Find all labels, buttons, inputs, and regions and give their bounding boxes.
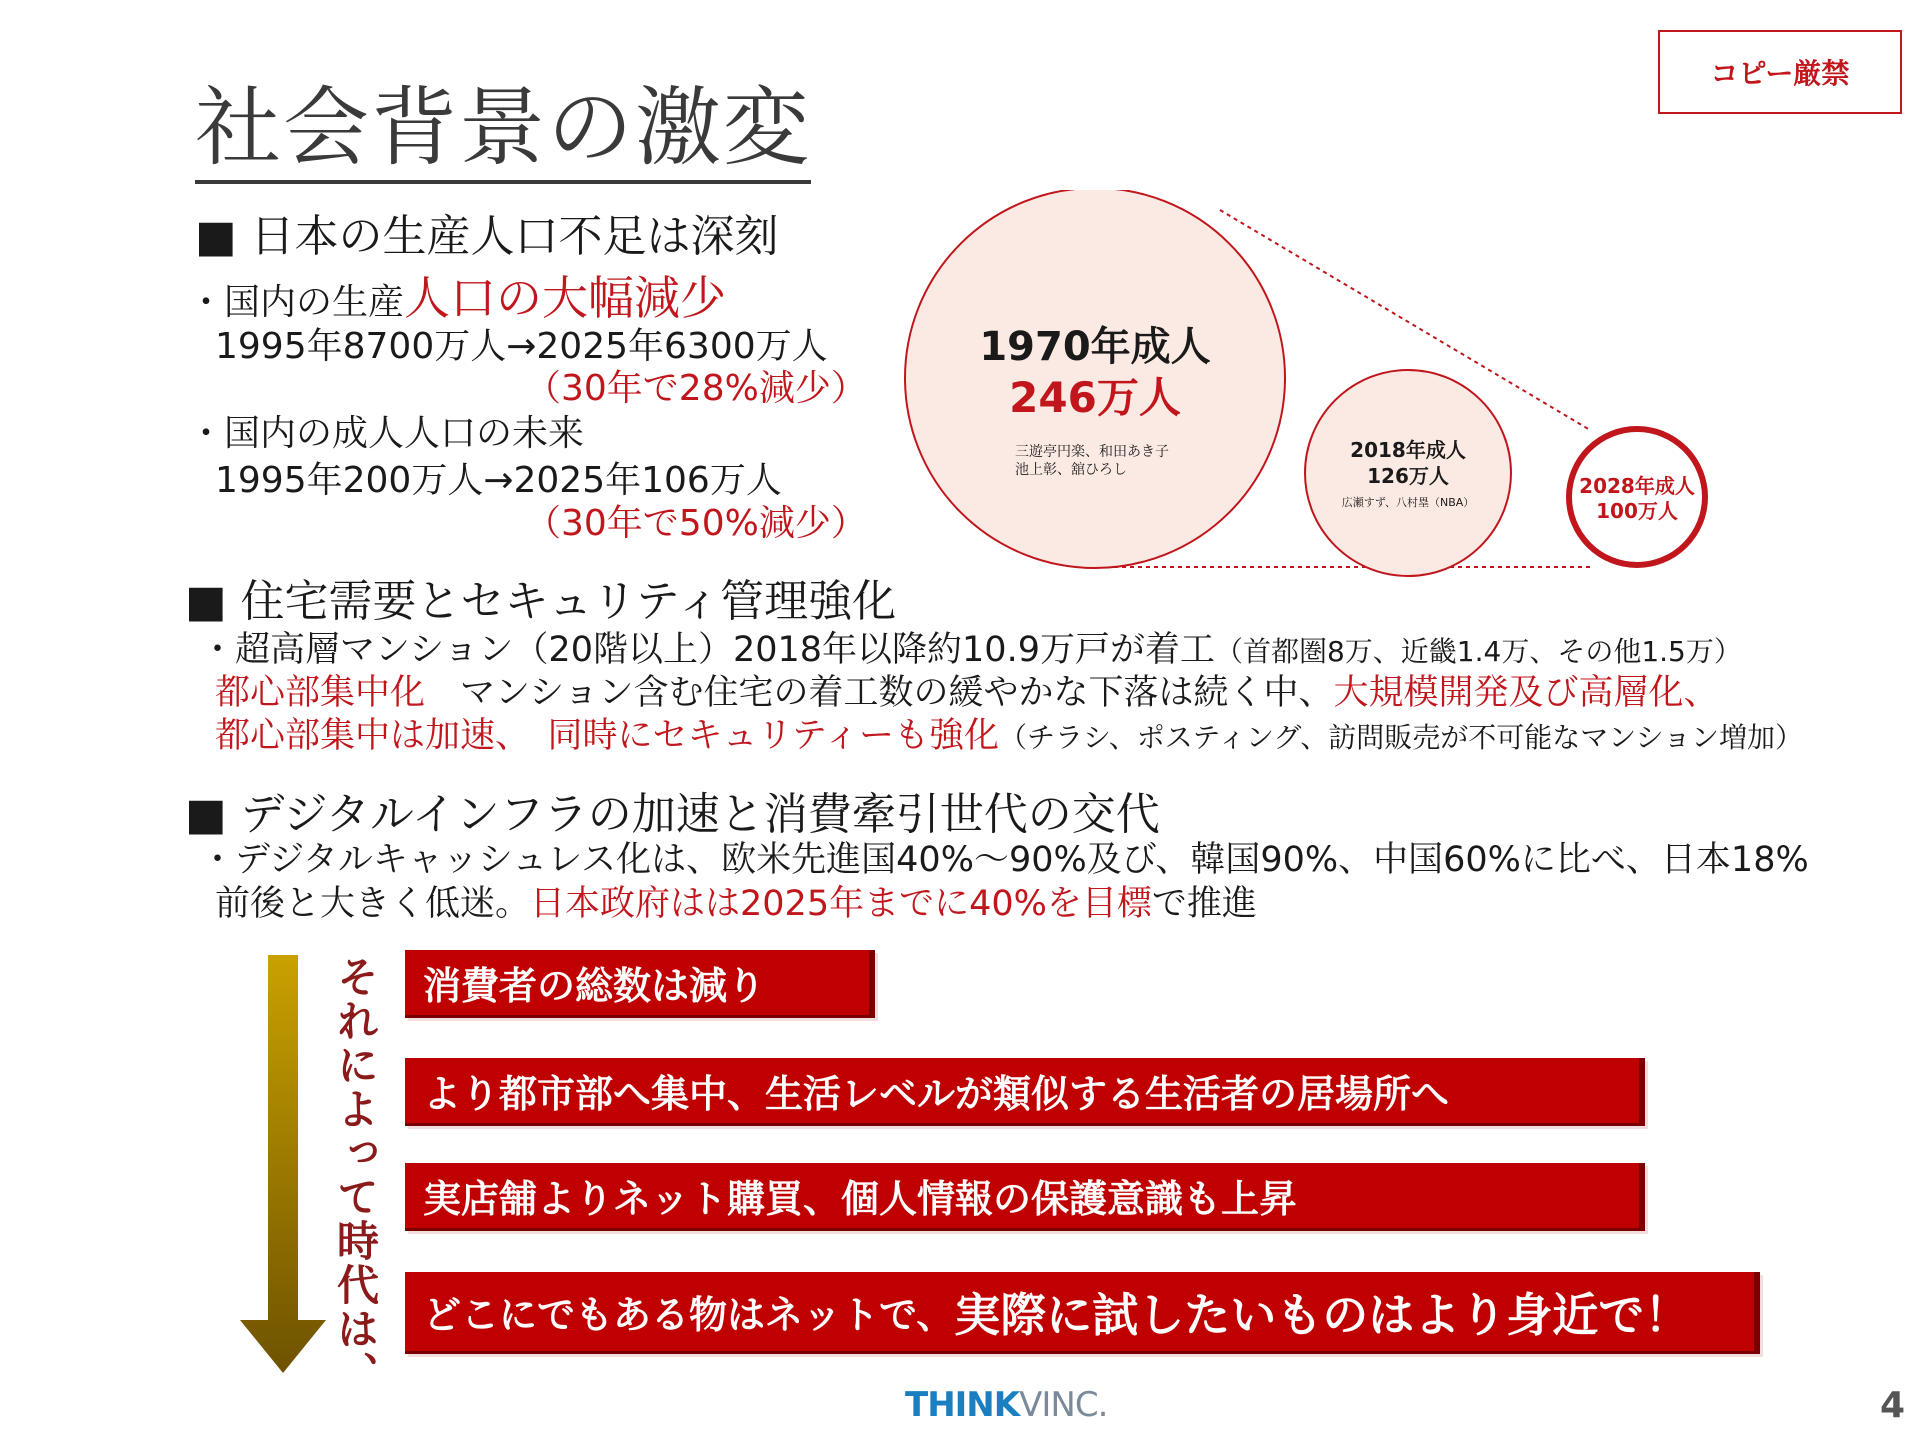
bullet1-prefix: ・国内の生産	[188, 282, 405, 323]
section2-line3	[215, 708, 1803, 758]
section3-line2-a: 前後と大きく低迷。	[215, 884, 531, 924]
brand-logo	[905, 1385, 1107, 1425]
vertical-caption: それによって時代は、	[331, 955, 380, 1395]
c1-count: 246万人	[1009, 373, 1181, 422]
section3-line2-red: 日本政府はは2025年までに40%を目標	[530, 884, 1152, 924]
c1-names-line2: 池上彰、舘ひろし	[1015, 462, 1127, 478]
bullet1-emphasis: 人口の大幅減少	[404, 271, 727, 325]
conclusion-box-1: 消費者の総数は減り	[405, 950, 875, 1018]
brand-vinc: VINC.	[1019, 1385, 1108, 1425]
copy-prohibited-stamp: コピー厳禁	[1658, 30, 1902, 114]
box4-emphasis: 実際に試したいものはより身近で！	[954, 1287, 1691, 1342]
section2-heading: ■ 住宅需要とセキュリティ管理強化	[185, 576, 897, 627]
section2-red3: 都心部集中は加速、 同時にセキュリティーも強化	[215, 716, 1000, 756]
conclusion-box-3: 実店舗よりネット購買、個人情報の保護意識も上昇	[405, 1163, 1645, 1231]
section2-red2: 大規模開発及び高層化、	[1333, 673, 1719, 713]
box4-lead: どこにでもある物はネットで、	[423, 1293, 955, 1337]
down-arrow-icon	[238, 955, 328, 1375]
conclusion-box-2: より都市部へ集中、生活レベルが類似する生活者の居場所へ	[405, 1058, 1645, 1126]
page-title: 社会背景の激変	[195, 80, 811, 184]
c2-count: 126万人	[1367, 464, 1449, 488]
bullet2-decline: （30年で50%減少）	[525, 503, 867, 544]
section2-line1-note: （首都圏8万、近畿1.4万、その他1.5万）	[1214, 635, 1742, 668]
adult-population-circles	[890, 190, 1730, 580]
bullet1-decline: （30年で28%減少）	[525, 368, 867, 409]
bullet1-stat: 1995年8700万人→2025年6300万人	[215, 326, 828, 367]
section3-heading: ■ デジタルインフラの加速と消費牽引世代の交代	[185, 789, 1160, 840]
section2-line3-note: （チラシ、ポスティング、訪問販売が不可能なマンション増加）	[999, 721, 1804, 754]
section1-heading: ■ 日本の生産人口不足は深刻	[195, 211, 779, 262]
section2-red1: 都心部集中化	[215, 673, 426, 713]
section3-line1: ・デジタルキャッシュレス化は、欧米先進国40%～90%及び、韓国90%、中国60%に比べ、日本18%	[200, 840, 1809, 880]
conclusion-box-4	[405, 1272, 1760, 1354]
section2-mid: マンション含む住宅の着工数の緩やかな下落は続く中、	[425, 673, 1334, 713]
page-number: 4	[1880, 1385, 1906, 1426]
c1-names-line1: 三遊亭円楽、和田あき子	[1015, 444, 1169, 460]
c3-year: 2028年成人	[1579, 474, 1695, 498]
brand-think: THINK	[905, 1385, 1020, 1425]
c1-year: 1970年成人	[979, 324, 1211, 370]
section2-line1-main: ・超高層マンション（20階以上）2018年以降約10.9万戸が着工	[200, 630, 1215, 670]
bullet2-stat: 1995年200万人→2025年106万人	[215, 460, 782, 501]
c2-names: 広瀬すず、八村塁（NBA）	[1341, 496, 1475, 509]
section3-line2	[215, 876, 1257, 926]
c3-count: 100万人	[1596, 499, 1678, 523]
section3-line2-b: で推進	[1151, 884, 1257, 924]
c2-year: 2018年成人	[1350, 438, 1466, 462]
section1-bullet2: ・国内の成人人口の未来	[188, 413, 585, 454]
